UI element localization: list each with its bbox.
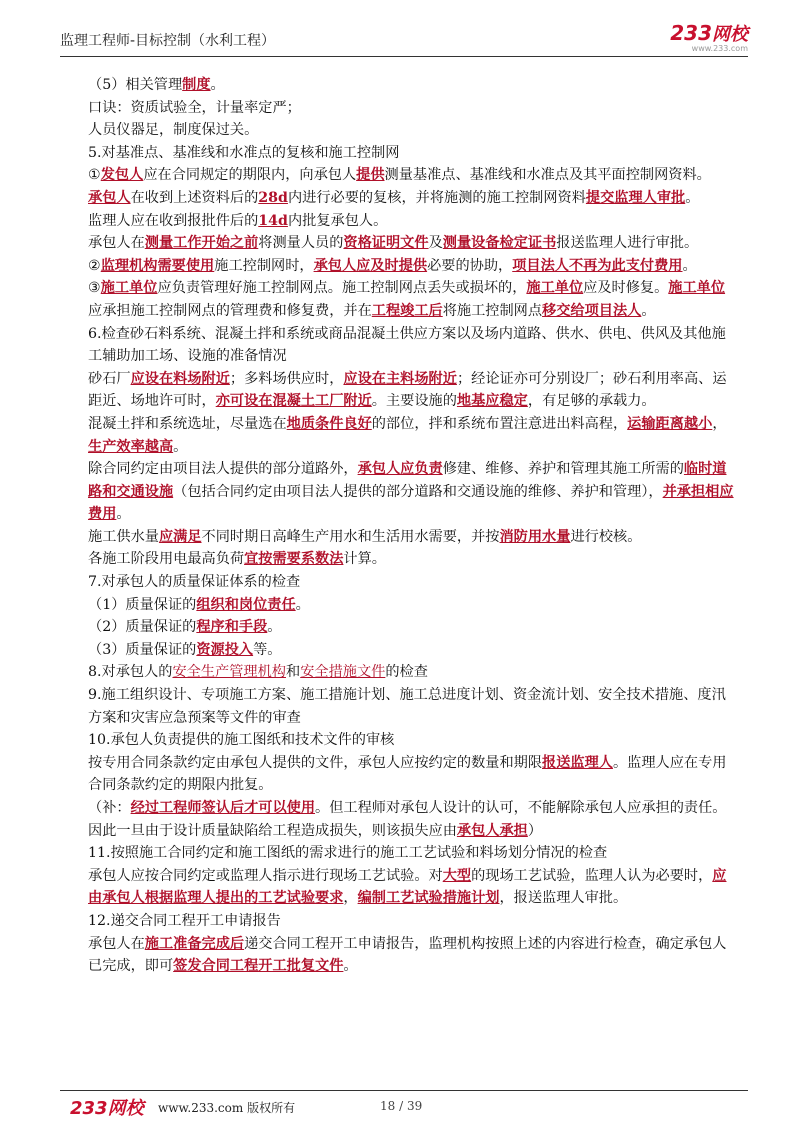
section-heading: 9.施工组织设计、专项施工方案、施工措施计划、施工总进度计划、资金流计划、安全技术措施、度汛方案和灾害应急预案等文件的审查: [88, 687, 726, 726]
section-heading: 5.对基准点、基准线和水准点的复核和施工控制网: [88, 144, 400, 161]
paragraph: （2）质量保证的程序和手段。: [88, 619, 282, 636]
paragraph: 口诀：资质试验全，计量率定严；: [88, 99, 301, 116]
paragraph: 人员仪器足，制度保过关。: [88, 122, 259, 139]
paragraph: 按专用合同条款约定由承包人提供的文件，承包人应按约定的数量和期限报送监理人。监理人应在专用合同条款约定的期限内批复。: [88, 754, 727, 794]
paragraph: （1）质量保证的组织和岗位责任。: [88, 596, 310, 613]
section-heading: 11.按照施工合同约定和施工图纸的需求进行的施工工艺试验和料场划分情况的检查: [88, 845, 608, 862]
footer-divider: [60, 1090, 748, 1091]
paragraph: 承包人在施工准备完成后递交合同工程开工申请报告，监理机构按照上述的内容进行检查，确定承包人已完成，即可签发合同工程开工批复文件。: [88, 935, 727, 975]
paragraph: 施工供水量应满足不同时期日高峰生产用水和生活用水需要，并按消防用水量进行校核。: [88, 528, 642, 545]
paragraph: （3）质量保证的资源投入等。: [88, 641, 282, 658]
header-divider: [60, 56, 748, 57]
section-heading: 6.检查砂石料系统、混凝土拌和系统或商品混凝土供应方案以及场内道路、供水、供电、供风及其他施工辅助加工场、设施的准备情况: [88, 325, 726, 365]
page-number: 18 / 39: [380, 1099, 423, 1113]
paragraph: 承包人应按合同约定或监理人指示进行现场工艺试验。对大型的现场工艺试验，监理人认为必要时，应由承包人根据监理人提出的工艺试验要求，编制工艺试验措施计划，报送监理人审批。: [88, 867, 727, 907]
paragraph: （补：经过工程师签认后才可以使用。但工程师对承包人设计的认可，不能解除承包人应承担的责任。因此一旦由于设计质量缺陷给工程造成损失，则该损失应由承包人承担）: [88, 800, 727, 839]
document-body: [88, 74, 738, 978]
paragraph: 承包人在收到上述资料后的28d内进行必要的复核，并将施测的施工控制网资料提交监理人审批。: [88, 189, 700, 206]
footer-copyright: www.233.com 版权所有: [158, 1101, 296, 1115]
paragraph: ②监理机构需要使用施工控制网时，承包人应及时提供必要的协助，项目法人不再为此支付费用。: [88, 257, 697, 274]
section-heading: 7.对承包人的质量保证体系的检查: [88, 574, 301, 591]
paragraph: 除合同约定由项目法人提供的部分道路外，承包人应负责修建、维修、养护和管理其施工所需的临时道路和交通设施（包括合同约定由项目法人提供的部分道路和交通设施的维修、养护和管理），并承担相应费用。: [88, 461, 734, 523]
paragraph: 砂石厂应设在料场附近；多料场供应时，应设在主料场附近；经论证亦可分别设厂；砂石利用率高、运距近、场地许可时，亦可设在混凝土工厂附近。主要设施的地基应稳定，有足够的承载力。: [88, 370, 727, 410]
section-heading: 10.承包人负责提供的施工图纸和技术文件的审核: [88, 732, 395, 749]
paragraph: 监理人应在收到报批件后的14d内批复承包人。: [88, 212, 388, 229]
page-header-title: 监理工程师-目标控制（水利工程）: [60, 33, 276, 49]
paragraph: ①发包人应在合同规定的期限内，向承包人提供测量基准点、基准线和水准点及其平面控制网资料。: [88, 167, 711, 184]
paragraph: （5）相关管理制度。: [88, 77, 225, 93]
section-heading: 12.递交合同工程开工申请报告: [88, 912, 281, 929]
section-heading: 8.对承包人的安全生产管理机构和安全措施文件的检查: [88, 664, 428, 681]
paragraph: 承包人在测量工作开始之前将测量人员的资格证明文件及测量设备检定证书报送监理人进行审批。: [88, 235, 699, 252]
brand-logo: 233网校 www.233.com: [670, 21, 748, 53]
paragraph: ③施工单位应负责管理好施工控制网点。施工控制网点丢失或损坏的，施工单位应及时修复。施工单位应承担施工控制网点的管理费和修复费，并在工程竣工后将施工控制网点移交给项目法人。: [88, 280, 726, 319]
paragraph: 各施工阶段用电最高负荷宜按需要系数法计算。: [88, 551, 386, 568]
paragraph: 混凝土拌和系统选址，尽量选在地质条件良好的部位，拌和系统布置注意进出料高程，运输距离越小，生产效率越高。: [88, 415, 727, 455]
footer-logo: 233网校: [70, 1098, 144, 1119]
